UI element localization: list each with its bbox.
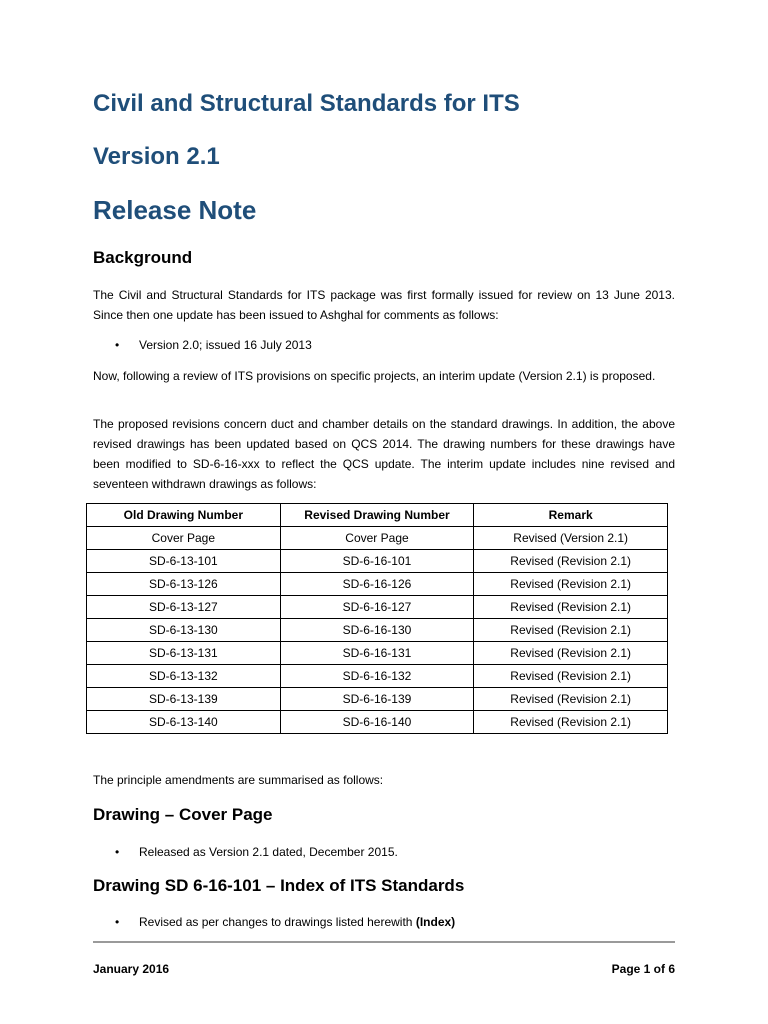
table-row <box>87 527 668 550</box>
table-row <box>87 596 668 619</box>
table-row <box>87 688 668 711</box>
cell-revised-drawing-number: SD-6-16-131 <box>280 642 474 665</box>
background-paragraph-3: The proposed revisions concern duct and chamber details on the standard drawings. In addition, the above revised drawings has been updated based on QCS 2014. The drawing numbers for these drawings have been modified to SD-6-16-xxx to reflect the QCS update. The interim update includes nine revised and seventeen withdrawn drawings as follows: <box>93 417 675 491</box>
release-note-heading: Release Note <box>93 195 257 225</box>
drawings-table <box>86 503 668 734</box>
cell-old-drawing-number: SD-6-13-131 <box>87 642 281 665</box>
cell-remark: Revised (Revision 2.1) <box>474 665 668 688</box>
bullet-bold-text: (Index) <box>415 915 456 929</box>
cell-old-drawing-number: SD-6-13-132 <box>87 665 281 688</box>
background-paragraph-1: The Civil and Structural Standards for ITS package was first formally issued for review on 13 June 2013. Since then one update has been issued to Ashghal for comments as follows: <box>93 288 675 322</box>
cell-remark: Revised (Revision 2.1) <box>474 550 668 573</box>
cell-remark: Revised (Revision 2.1) <box>474 688 668 711</box>
index-heading: Drawing SD 6-16-101 – Index of ITS Standards <box>93 876 465 895</box>
document-title: Civil and Structural Standards for ITS <box>93 90 520 117</box>
cell-remark: Revised (Version 2.1) <box>474 527 668 550</box>
cell-old-drawing-number: SD-6-13-139 <box>87 688 281 711</box>
cell-old-drawing-number: Cover Page <box>87 527 281 550</box>
table-row <box>87 711 668 734</box>
cell-old-drawing-number: SD-6-13-101 <box>87 550 281 573</box>
cell-revised-drawing-number: SD-6-16-139 <box>280 688 474 711</box>
table-row <box>87 573 668 596</box>
cell-remark: Revised (Revision 2.1) <box>474 596 668 619</box>
background-heading: Background <box>93 248 193 267</box>
header-old-drawing-number: Old Drawing Number <box>87 504 281 527</box>
cell-remark: Revised (Revision 2.1) <box>474 619 668 642</box>
table-header-row <box>87 504 668 527</box>
cell-revised-drawing-number: SD-6-16-130 <box>280 619 474 642</box>
bullet-item-cover-page <box>115 844 398 860</box>
bullet-icon: • <box>115 338 120 352</box>
bullet-text: Version 2.0; issued 16 July 2013 <box>139 338 312 352</box>
table-row <box>87 619 668 642</box>
document-version: Version 2.1 <box>93 143 220 170</box>
footer-page-number: Page 1 of 6 <box>611 962 675 976</box>
cell-old-drawing-number: SD-6-13-130 <box>87 619 281 642</box>
bullet-text: Revised as per changes to drawings listed herewith <box>139 915 413 929</box>
cell-revised-drawing-number: SD-6-16-127 <box>280 596 474 619</box>
cell-remark: Revised (Revision 2.1) <box>474 711 668 734</box>
header-revised-drawing-number: Revised Drawing Number <box>280 504 474 527</box>
bullet-icon: • <box>115 915 120 929</box>
table-row <box>87 665 668 688</box>
cell-old-drawing-number: SD-6-13-127 <box>87 596 281 619</box>
bullet-item-version-2-0 <box>115 337 312 353</box>
cell-revised-drawing-number: SD-6-16-140 <box>280 711 474 734</box>
footer-date: January 2016 <box>93 962 170 976</box>
cell-revised-drawing-number: SD-6-16-126 <box>280 573 474 596</box>
cell-revised-drawing-number: SD-6-16-132 <box>280 665 474 688</box>
cover-page-heading: Drawing – Cover Page <box>93 805 273 824</box>
cell-old-drawing-number: SD-6-13-126 <box>87 573 281 596</box>
amendments-intro: The principle amendments are summarised as follows: <box>93 773 384 787</box>
table-row <box>87 550 668 573</box>
cell-remark: Revised (Revision 2.1) <box>474 642 668 665</box>
header-remark: Remark <box>474 504 668 527</box>
table-body <box>87 527 668 734</box>
cell-remark: Revised (Revision 2.1) <box>474 573 668 596</box>
bullet-item-index <box>115 914 455 930</box>
cell-revised-drawing-number: Cover Page <box>280 527 474 550</box>
bullet-text: Released as Version 2.1 dated, December 2015. <box>139 845 398 859</box>
cell-revised-drawing-number: SD-6-16-101 <box>280 550 474 573</box>
cell-old-drawing-number: SD-6-13-140 <box>87 711 281 734</box>
footer-divider <box>93 941 675 943</box>
bullet-icon: • <box>115 845 120 859</box>
background-paragraph-2: Now, following a review of ITS provisions on specific projects, an interim update (Version 2.1) is proposed. <box>93 369 656 383</box>
table-row <box>87 642 668 665</box>
